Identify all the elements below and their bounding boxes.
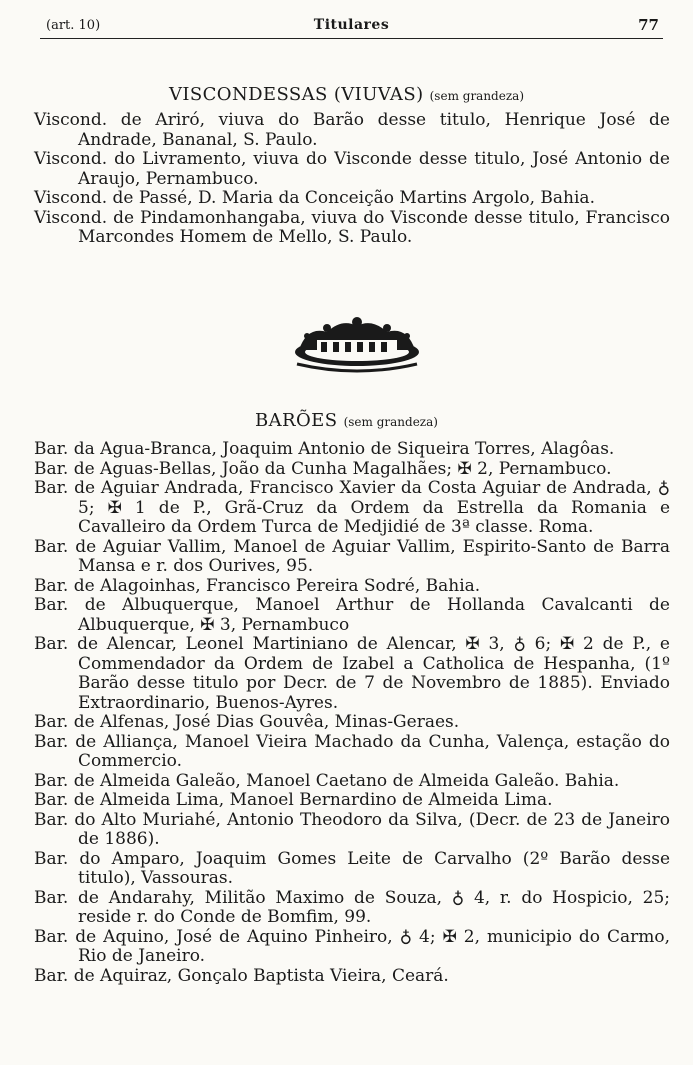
baroes-list	[34, 440, 670, 986]
list-item: Bar. de Alagoinhas, Francisco Pereira Sodré, Bahia.	[34, 575, 481, 596]
list-item: Bar. do Amparo, Joaquim Gomes Leite de Carvalho (2º Barão desse titulo), Vassouras.	[34, 848, 670, 888]
list-item: Bar. de Aguiar Vallim, Manoel de Aguiar Vallim, Espirito-Santo de Barra Mansa e r. dos Ourives, 95.	[34, 536, 670, 576]
list-item: Bar. de Alfenas, José Dias Gouvêa, Minas-Geraes.	[34, 712, 460, 732]
list-item: Bar. de Albuquerque, Manoel Arthur de Hollanda Cavalcanti de Albuquerque, ✠ 3, Pernambuco	[34, 595, 670, 635]
running-title: Titulares	[313, 17, 390, 33]
list-item: Bar. de Alencar, Leonel Martiniano de Alencar, ✠ 3, ♁ 6; ✠ 2 de P., e Commendador da Ordem de Izabel a Catholica de Hespanha, (1º Barão desse titulo por Decr. de 7 de Novembro de 1885). Enviado Extraordinario, Buenos-Ayres.	[34, 634, 670, 713]
page-number: 77	[638, 16, 659, 34]
section-title-text: BARÕES	[255, 410, 338, 431]
section-subtitle: (sem grandeza)	[429, 89, 525, 103]
list-item: Bar. de Andarahy, Militão Maximo de Souza, ♁ 4, r. do Hospicio, 25; reside r. do Conde de Bomfim, 99.	[34, 887, 670, 927]
list-item: Bar. do Alto Muriahé, Antonio Theodoro da Silva, (Decr. de 23 de Janeiro de 1886).	[34, 809, 670, 849]
list-item: Bar. de Aquino, José de Aquino Pinheiro, ♁ 4; ✠ 2, municipio do Carmo, Rio de Janeiro.	[34, 926, 670, 966]
section-title-viscondessas	[0, 84, 693, 105]
list-item: Viscond. de Pindamonhangaba, viuva do Visconde desse titulo, Francisco Marcondes Homem de Mello, S. Paulo.	[34, 207, 670, 247]
list-item: Bar. da Agua-Branca, Joaquim Antonio de Siqueira Torres, Alagôas.	[34, 439, 615, 459]
viscondessas-list	[34, 111, 670, 248]
list-item: Bar. de Aguas-Bellas, João da Cunha Magalhães; ✠ 2, Pernambuco.	[34, 458, 612, 479]
section-title-text: VISCONDESSAS (VIUVAS)	[168, 84, 424, 105]
list-item: Bar. de Alliança, Manoel Vieira Machado da Cunha, Valença, estação do Commercio.	[34, 731, 670, 771]
list-item: Viscond. do Livramento, viuva do Visconde desse titulo, José Antonio de Araujo, Pernambuco.	[34, 149, 670, 189]
list-item: Bar. de Almeida Galeão, Manoel Caetano de Almeida Galeão. Bahia.	[34, 770, 620, 791]
list-item: Bar. de Aquiraz, Gonçalo Baptista Vieira, Ceará.	[34, 965, 449, 986]
page-header	[40, 14, 663, 39]
list-item: Bar. de Almeida Lima, Manoel Bernardino de Almeida Lima.	[34, 790, 553, 810]
crown-ornament-icon	[287, 312, 427, 376]
list-item: Bar. de Aguiar Andrada, Francisco Xavier da Costa Aguiar de Andrada, ♁ 5; ✠ 1 de P., Grã-Cruz da Ordem da Estrella da Romania e Cavalleiro da Ordem Turca de Medjidié de 3ª classe. Roma.	[34, 478, 670, 537]
list-item: Viscond. de Ariró, viuva do Barão desse titulo, Henrique José de Andrade, Bananal, S. Paulo.	[34, 110, 670, 150]
list-item: Viscond. de Passé, D. Maria da Conceição Martins Argolo, Bahia.	[34, 188, 595, 208]
article-reference: (art. 10)	[46, 18, 101, 33]
section-subtitle: (sem grandeza)	[343, 415, 438, 429]
section-title-baroes	[0, 410, 693, 431]
